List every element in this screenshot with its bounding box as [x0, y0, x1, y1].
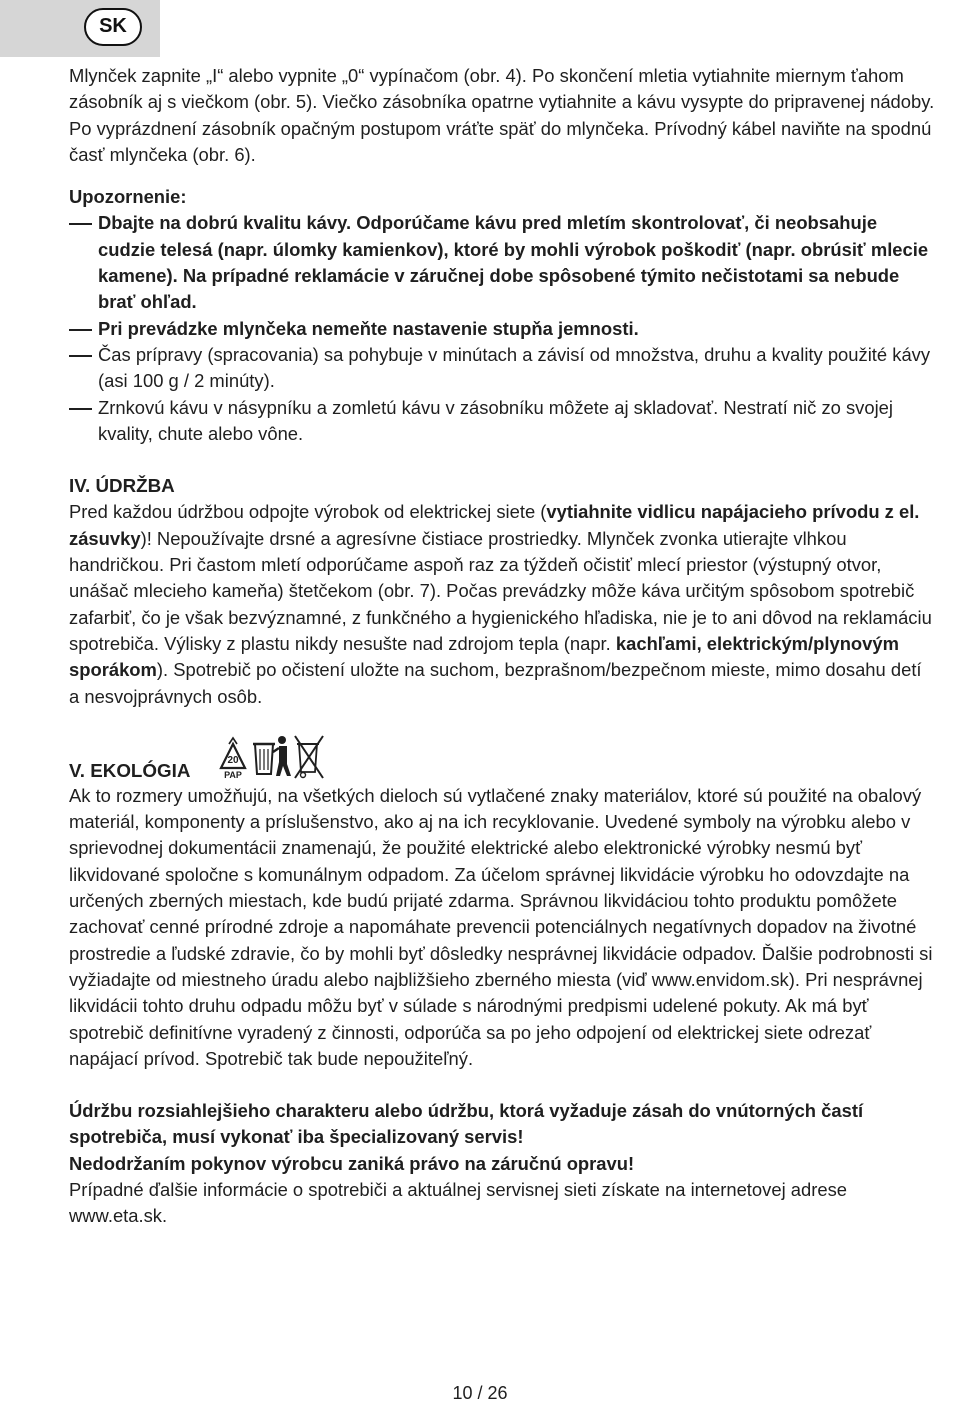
- ecology-title: V. EKOLÓGIA: [69, 759, 191, 781]
- notice-item-4: Zrnkovú kávu v násypníku a zomletú kávu v zásobníku môžete aj skladovať. Nestratí nič zo svojej kvality, chute alebo vône.: [69, 395, 935, 448]
- maintenance-text-2: )! Nepoužívajte drsné a agresívne čistiace prostriedky. Mlynček zvonka utierajte vlhkou handričkou. Pri častom mletí odporúčame aspoň raz za týždeň očistiť mlecí priestor (výstupný otvor, unášač mlecieho kameňa) štetčekom (obr. 7). Počas prevádzky môže káva určitým spôsobom spotrebič zafarbiť, čo je však bezvýznamné, z funkčného a hygienického hľadiska, nie je to ani dôvod na reklamáciu spotrebiča. Výlisky z plastu nikdy nesušte nad zdrojom tepla (napr.: [69, 527, 932, 654]
- notice-item-2: Pri prevádzke mlynčeka nemeňte nastavenie stupňa jemnosti.: [69, 316, 935, 342]
- maintenance-title: IV. ÚDRŽBA: [69, 475, 175, 497]
- recycle-paper-icon: [221, 738, 245, 780]
- maintenance-text-1: Pred každou údržbou odpojte výrobok od elektrickej siete (: [69, 501, 547, 523]
- ecology-paragraph: Ak to rozmery umožňujú, na všetkých dieloch sú vytlačené znaky materiálov, ktoré sú použité na obalový materiál, komponenty a príslušenstvo, ako aj na ich recyklovanie. Uvedené symboly na výrobku alebo v sprievodnej dokumentácii znamenajú, že použité elektrické alebo elektronické výrobky nesmú byť likvidované spoločne s komunálnym odpadom. Za účelom správnej likvidácie výrobku ho odovzdajte na určených zberných miestach, kde budú prijaté zdarma. Správnou likvidáciou tohto produktu pomôžete zachovať cenné prírodné zdroje a napomáhate prevencii potenciálnych negatívnych dopadov na životné prostredie a ľudské zdravie, čo by mohli byť dôsledky nesprávnej likvidácie odpadov. Ďalšie podrobnosti si vyžiadajte od miestneho úradu alebo najbližšieho zberného miesta (viď www.envidom.sk). Pri nesprávnej likvidácii tohto druhu odpadu môžu byť v súlade s národnými predpismi udelené pokuty. Ak má byť spotrebič definitívne vyradený z činnosti, odporúča sa po jeho odpojení od elektrickej siete odrezať napájací prívod. Spotrebič tak bude nepoužiteľný.: [69, 784, 933, 1069]
- maintenance-bold-1: vytiahnite vidlicu napájacieho prívodu z el. zásuvky: [69, 501, 920, 549]
- recycle-label: PAP: [224, 769, 242, 780]
- maintenance-text-3: ). Spotrebič po očistení uložte na suchom, bezprašnom/bezpečnom mieste, mimo dosahu detí a nesvojprávnych osôb.: [69, 659, 922, 707]
- tidyman-bin-icon: [253, 736, 291, 776]
- notice-title: Upozornenie:: [69, 186, 187, 208]
- ecology-header: [69, 730, 935, 783]
- service-note-bold-1: Údržbu rozsiahlejšieho charakteru alebo údržbu, ktorá vyžaduje zásah do vnútorných častí spotrebiča, musí vykonať iba špecializovaný servis!: [69, 1100, 864, 1148]
- intro-paragraph: Mlynček zapnite „I“ alebo vypnite „0“ vypínačom (obr. 4). Po skončení mletia vytiahnite miernym ťahom zásobník aj s viečkom (obr. 5). Viečko zásobníka opatrne vytiahnite a kávu vysypte do pripravenej nádoby. Po vyprázdnení zásobník opačným postupom vráťte späť do mlynčeka. Prívodný kábel naviňte na spodnú časť mlynčeka (obr. 6).: [69, 65, 935, 165]
- weee-crossed-bin-icon: [295, 736, 323, 778]
- notice-list: [69, 210, 935, 447]
- page-number: 10 / 26: [452, 1383, 508, 1403]
- notice-item-1: Dbajte na dobrú kvalitu kávy. Odporúčame kávu pred mletím skontrolovať, či neobsahuje cudzie telesá (napr. úlomky kamienkov), ktoré by mohli výrobok poškodiť (napr. obrúsiť mlecie kamene). Na prípadné reklamácie v záručnej dobe spôsobené týmito nečistotami sa nebude brať ohľad.: [69, 210, 935, 315]
- maintenance-bold-2: kachľami, elektrickým/plynovým sporákom: [69, 632, 899, 681]
- language-badge: SK: [84, 8, 142, 46]
- service-note-bold-2: Nedodržaním pokynov výrobcu zaniká právo na záručnú opravu!: [69, 1152, 635, 1174]
- notice-item-3: Čas prípravy (spracovania) sa pohybuje v minútach a závisí od množstva, druhu a kvality použité kávy (asi 100 g / 2 minúty).: [69, 342, 935, 395]
- recycling-symbols: [217, 730, 329, 782]
- page-content: [69, 63, 935, 1230]
- service-note-text: Prípadné ďalšie informácie o spotrebiči a aktuálnej servisnej sieti získate na internetovej adrese www.eta.sk.: [69, 1178, 847, 1227]
- recycle-number: 20: [227, 754, 239, 766]
- maintenance-paragraph: [69, 499, 935, 709]
